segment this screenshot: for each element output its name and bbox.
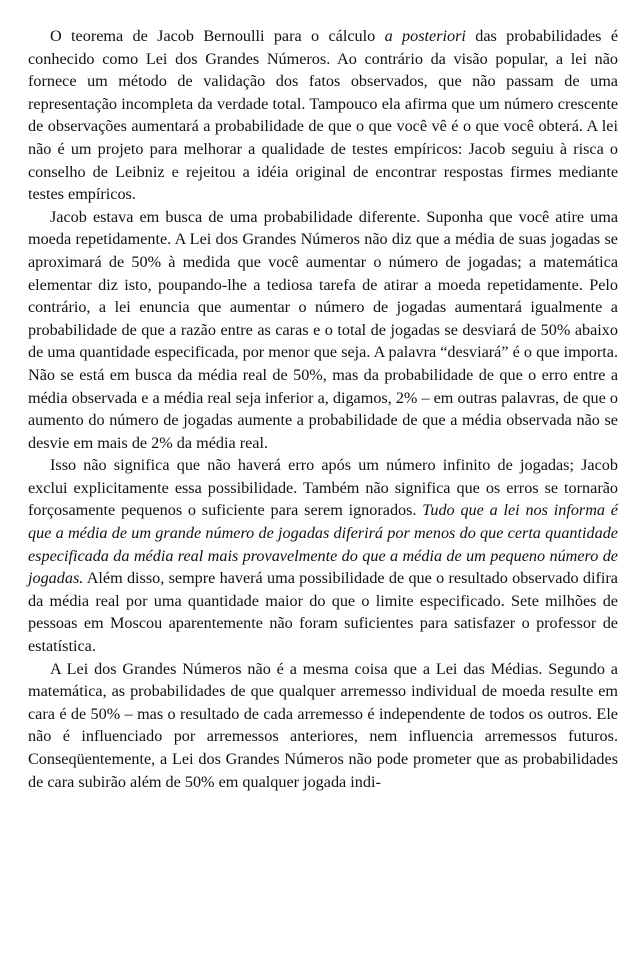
paragraph-1-italic-a-posteriori: a posteriori [384,27,466,45]
paragraph-2-text: Jacob estava em busca de uma probabilidade diferente. Suponha que você atire uma moeda repetidamente. A Lei dos Grandes Números não diz que a média de suas jogadas se aproximará de 50% à medida que você aumentar o número de jogadas; a matemática elementar diz isto, poupando-lhe a tediosa tarefa de atirar a moeda repetidamente. Pelo contrário, a lei enuncia que aumentar o número de jogadas aumentará igualmente a probabilidade de que a razão entre as caras e o total de jogadas se desviará de 50% abaixo de uma quantidade especificada, por menor que seja. A palavra “desviará” é o que importa. Não se está em busca da média real de 50%, mas da probabilidade de que o erro entre a média observada e a média real seja inferior a, digamos, 2% – em outras palavras, de que o aumento do número de jogadas aumente a probabilidade de que a média observada não se desvie em mais de 2% da média real. [28,207,618,452]
paragraph-1 [28,25,618,206]
paragraph-3-italic-passage: Tudo que a lei nos informa é que a média de um grande número de jogadas diferirá por menos do que certa quantidade especificada da média real mais provavelmente do que a média de um pequeno número de jogadas. [28,501,618,588]
body-text [28,25,618,793]
paragraph-4 [28,658,618,794]
paragraph-4-text: A Lei dos Grandes Números não é a mesma coisa que a Lei das Médias. Segundo a matemática, as probabilidades de que qualquer arremesso individual de moeda resulte em cara é de 50% – mas o resultado de cada arremesso é independente de todos os outros. Ele não é influenciado por arremessos anteriores, nem influencia arremessos futuros. Conseqüentemente, a Lei dos Grandes Números não pode prometer que as probabilidades de cara subirão além de 50% em qualquer jogada indi- [28,659,618,791]
paragraph-3-text-continued: Além disso, sempre haverá uma possibilidade de que o resultado observado difira da média real por uma quantidade maior do que o limite especificado. Sete milhões de pessoas em Moscou aparentemente não foram suficientes para satisfazer o professor de estatística. [28,569,618,656]
paragraph-1-text: O teorema de Jacob Bernoulli para o cálculo [50,27,385,45]
paragraph-2 [28,206,618,455]
paragraph-3 [28,454,618,657]
paragraph-3-text: Isso não significa que não haverá erro após um número infinito de jogadas; Jacob exclui explicitamente essa possibilidade. Também não significa que os erros se tornarão forçosamente pequenos o suficiente para serem ignorados. [28,456,618,520]
paragraph-1-text-continued: das probabilidades é conhecido como Lei dos Grandes Números. Ao contrário da visão popular, a lei não fornece um método de validação dos fatos observados, que não passam de uma representação incompleta da verdade total. Tampouco ela afirma que um número crescente de observações aumentará a probabilidade de que o que você vê é o que você obterá. A lei não é um projeto para melhorar a qualidade de testes empíricos: Jacob seguiu à risca o conselho de Leibniz e rejeitou a idéia original de encontrar respostas firmes mediante testes empíricos. [28,27,618,204]
